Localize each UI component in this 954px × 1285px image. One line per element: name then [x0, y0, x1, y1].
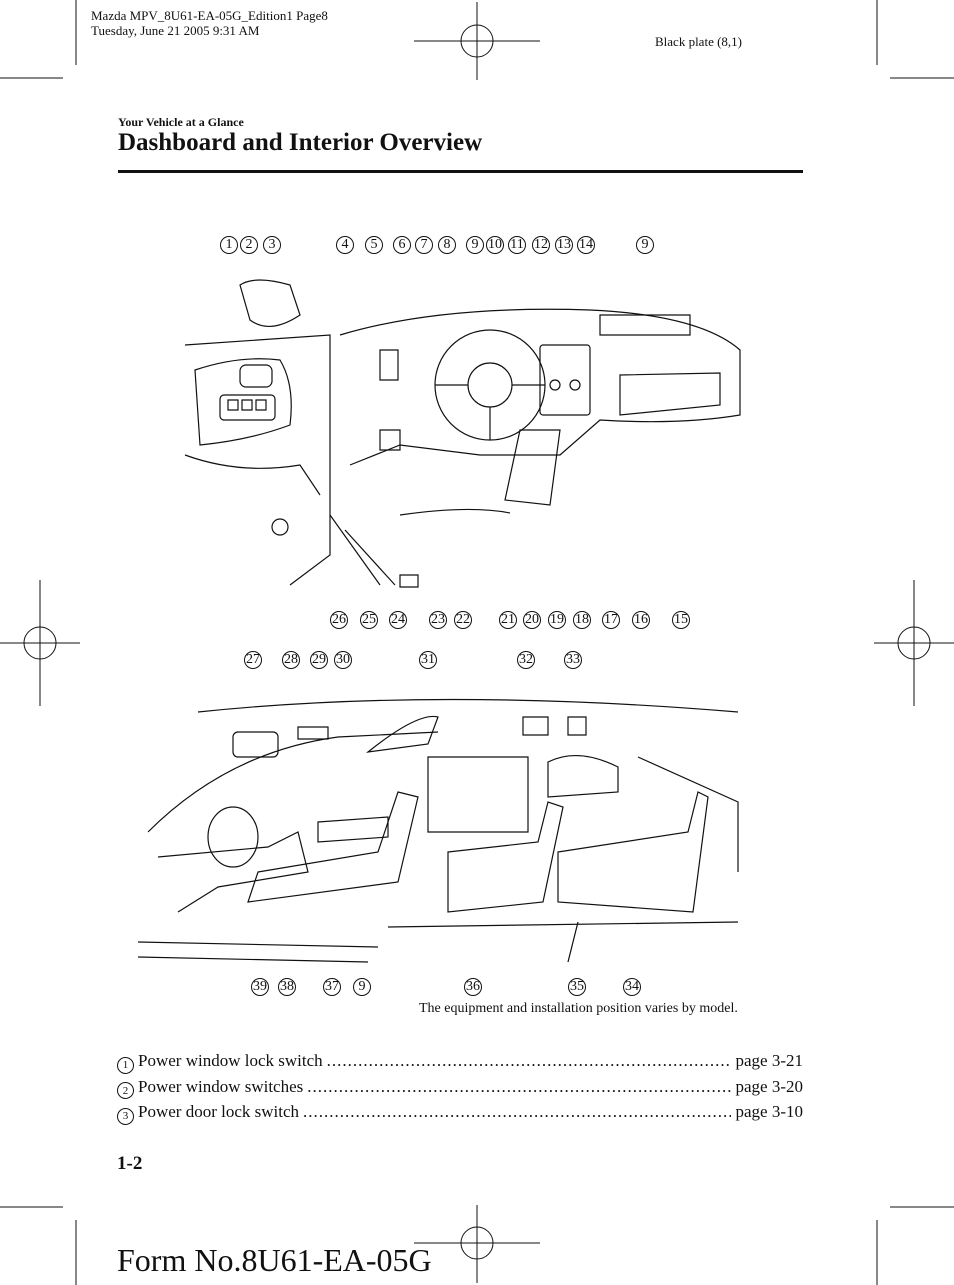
leader-dots — [303, 1102, 731, 1122]
callout-39: 39 — [253, 979, 267, 994]
callout-9: 9 — [466, 236, 484, 254]
interior-callouts-top — [244, 651, 594, 671]
callout-28: 28 — [284, 652, 298, 667]
page-title: Dashboard and Interior Overview — [118, 129, 483, 156]
callout-20: 20 — [525, 612, 539, 627]
file-info-line2: Tuesday, June 21 2005 9:31 AM — [91, 23, 260, 38]
list-item — [117, 1051, 803, 1072]
dashboard-callouts-top — [220, 236, 660, 256]
item-page-link[interactable]: page 3-21 — [735, 1051, 803, 1070]
callout-33: 33 — [566, 652, 580, 667]
callout-27: 27 — [246, 652, 260, 667]
callout-1: 1 — [220, 236, 238, 254]
callout-24: 24 — [391, 612, 405, 627]
callout-7: 7 — [415, 236, 433, 254]
callout-14: 14 — [579, 237, 593, 252]
interior-callouts-bottom — [251, 978, 651, 998]
item-list — [117, 1051, 803, 1123]
callout-37: 37 — [325, 979, 339, 994]
title-rule — [118, 170, 803, 173]
callout-6: 6 — [393, 236, 411, 254]
item-label: Power door lock switch — [138, 1102, 300, 1121]
dashboard-callouts-bottom — [330, 611, 700, 631]
item-label: Power window switches — [138, 1076, 304, 1096]
item-number: 2 — [117, 1082, 134, 1099]
interior-illustration — [138, 672, 758, 972]
callout-30: 30 — [336, 652, 350, 667]
callout-35: 35 — [570, 979, 584, 994]
leader-dots — [327, 1051, 732, 1071]
callout-12: 12 — [534, 237, 548, 252]
item-page-link[interactable]: page 3-20 — [735, 1076, 803, 1096]
callout-23: 23 — [431, 612, 445, 627]
file-info — [91, 8, 328, 38]
plate-label: Black plate (8,1) — [655, 34, 742, 49]
callout-31: 31 — [421, 652, 435, 667]
callout-3: 3 — [263, 236, 281, 254]
callout-2: 2 — [240, 236, 258, 254]
callout-26: 26 — [332, 612, 346, 627]
callout-10: 10 — [488, 237, 502, 252]
callout-22: 22 — [456, 612, 470, 627]
leader-dots — [307, 1077, 731, 1097]
callout-8: 8 — [438, 236, 456, 254]
callout-38: 38 — [280, 979, 294, 994]
dashboard-illustration — [180, 255, 750, 595]
callout-21: 21 — [501, 612, 515, 627]
callout-5: 5 — [365, 236, 383, 254]
callout-19: 19 — [550, 612, 564, 627]
figure-caption: The equipment and installation position varies by model. — [419, 1001, 738, 1016]
callout-32: 32 — [519, 652, 533, 667]
callout-16: 16 — [634, 612, 648, 627]
callout-29: 29 — [312, 652, 326, 667]
callout-9c: 9 — [353, 978, 371, 996]
item-page-link[interactable]: page 3-10 — [735, 1102, 803, 1121]
item-number: 3 — [117, 1108, 134, 1125]
callout-36: 36 — [466, 979, 480, 994]
callout-17: 17 — [604, 612, 618, 627]
section-label: Your Vehicle at a Glance — [118, 115, 244, 129]
callout-11: 11 — [508, 236, 526, 254]
callout-13: 13 — [557, 237, 571, 252]
callout-34: 34 — [625, 979, 639, 994]
list-item — [117, 1077, 803, 1098]
page-number: 1-2 — [117, 1153, 143, 1174]
callout-18: 18 — [575, 612, 589, 627]
file-info-line1: Mazda MPV_8U61-EA-05G_Edition1 Page8 — [91, 8, 328, 23]
callout-25: 25 — [362, 612, 376, 627]
form-number: Form No.8U61-EA-05G — [117, 1242, 432, 1278]
item-label: Power window lock switch — [138, 1051, 323, 1070]
item-number: 1 — [117, 1057, 134, 1074]
callout-4: 4 — [336, 236, 354, 254]
callout-15: 15 — [674, 612, 688, 627]
list-item — [117, 1102, 803, 1123]
callout-9b: 9 — [636, 236, 654, 254]
